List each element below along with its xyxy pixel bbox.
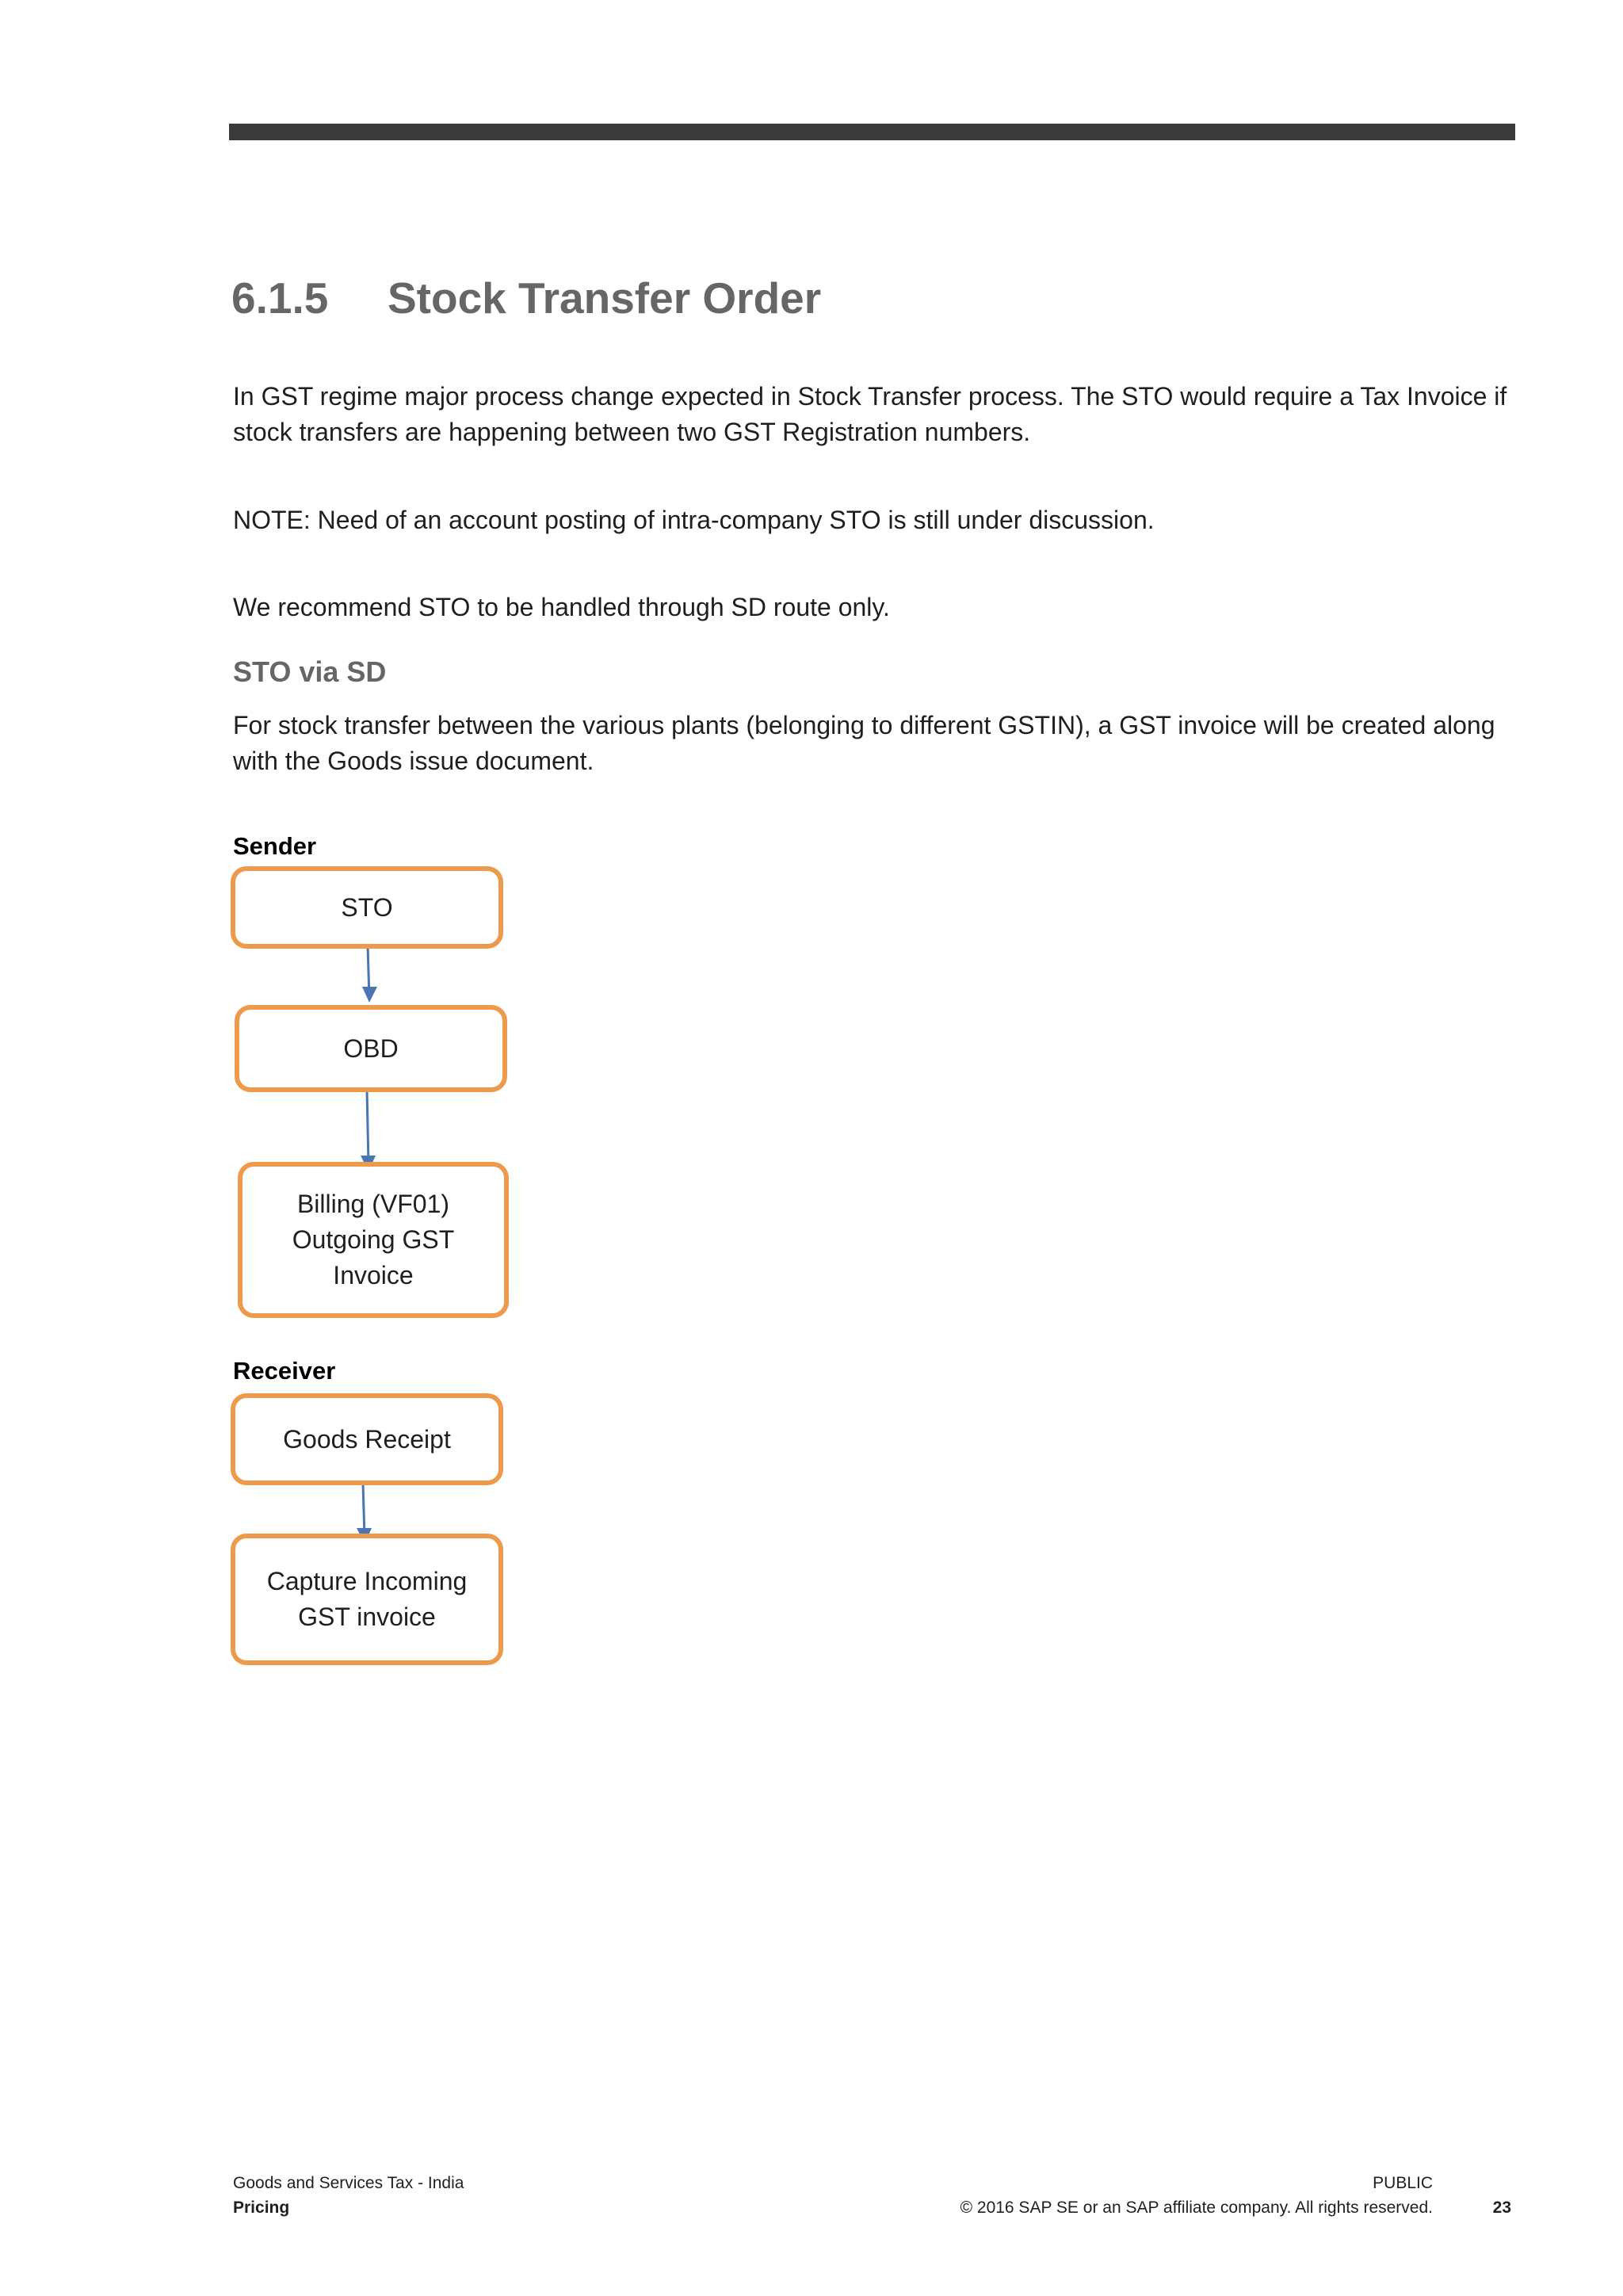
section-number: 6.1.5	[231, 273, 329, 323]
sd-description-paragraph: For stock transfer between the various plants (belonging to different GSTIN), a GST invoice will be created along with the Goods issue document.	[233, 711, 1495, 775]
arrow-goods-receipt-to-capture	[363, 1483, 365, 1538]
arrow-obd-to-billing	[367, 1090, 369, 1165]
subheading-sto-via-sd: STO via SD	[233, 655, 387, 688]
flow-box-goods-receipt: Goods Receipt	[231, 1393, 503, 1485]
flow-box-billing: Billing (VF01) Outgoing GST Invoice	[238, 1162, 509, 1318]
footer-classification: PUBLIC	[1373, 2174, 1433, 2192]
arrowhead-sto-to-obd	[362, 987, 377, 1003]
footer-copyright: © 2016 SAP SE or an SAP affiliate company. All rights reserved.	[960, 2199, 1433, 2217]
flow-box-capture-invoice: Capture Incoming GST invoice	[231, 1534, 503, 1665]
flow-box-obd: OBD	[235, 1005, 507, 1092]
arrow-sto-to-obd	[368, 946, 369, 999]
footer-section: Pricing	[233, 2199, 290, 2217]
sender-label: Sender	[233, 832, 317, 860]
flow-box-sto: STO	[231, 866, 503, 949]
footer-doc-title: Goods and Services Tax - India	[233, 2174, 464, 2192]
recommendation-paragraph: We recommend STO to be handled through SD route only.	[233, 593, 890, 621]
top-rule	[229, 124, 1515, 140]
section-title: Stock Transfer Order	[388, 273, 822, 323]
section-heading	[231, 273, 821, 323]
footer-page-number: 23	[1492, 2199, 1511, 2217]
intro-paragraph: In GST regime major process change expected in Stock Transfer process. The STO would require a Tax Invoice if stock transfers are happening between two GST Registration numbers.	[233, 382, 1507, 446]
receiver-label: Receiver	[233, 1357, 336, 1385]
note-paragraph: NOTE: Need of an account posting of intra-company STO is still under discussion.	[233, 506, 1155, 534]
